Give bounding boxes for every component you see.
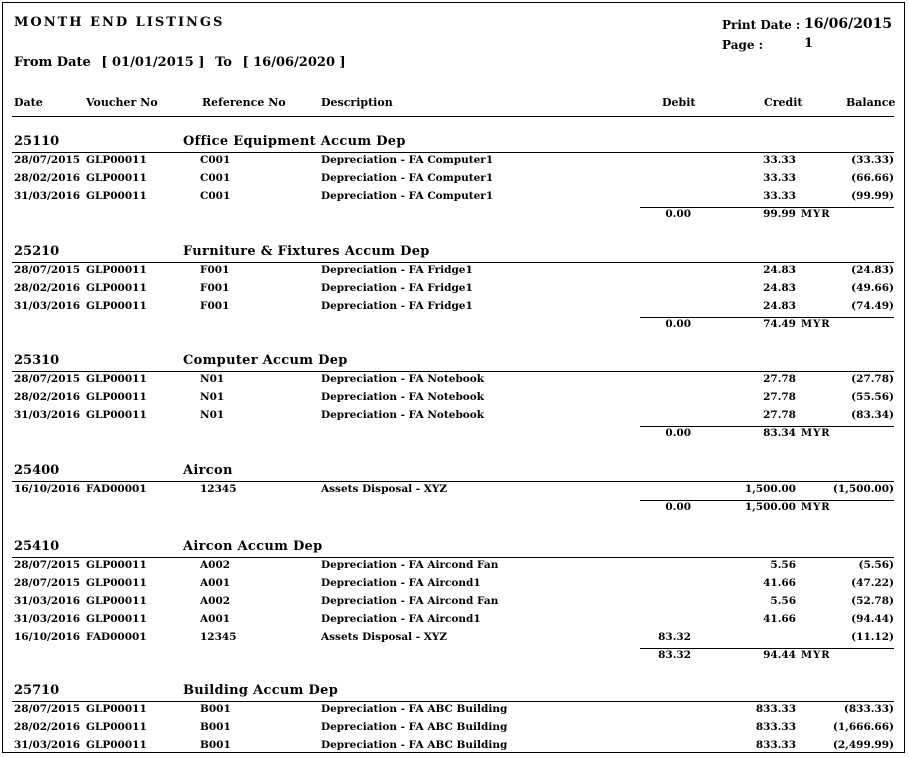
table-row [0, 631, 909, 649]
row-balance: (833.33) [843, 703, 894, 715]
row-credit: 5.56 [770, 595, 796, 607]
row-voucher: GLP00011 [86, 577, 147, 589]
row-date: 28/07/2015 [14, 577, 81, 589]
row-date: 31/03/2016 [14, 595, 81, 607]
row-date: 28/02/2016 [14, 282, 81, 294]
row-balance: (83.34) [851, 409, 894, 421]
row-credit: 833.33 [755, 703, 796, 715]
row-date: 16/10/2016 [14, 483, 81, 495]
total-currency: MYR [801, 650, 831, 661]
row-description: Depreciation - FA Aircond1 [321, 577, 481, 589]
to-date-label: To [215, 55, 232, 70]
row-date: 28/02/2016 [14, 391, 81, 403]
row-description: Depreciation - FA Notebook [321, 391, 485, 403]
row-reference: A002 [200, 595, 231, 607]
row-reference: N01 [200, 391, 225, 403]
row-balance: (52.78) [851, 595, 894, 607]
row-description: Depreciation - FA Fridge1 [321, 300, 473, 312]
row-balance: (24.83) [851, 264, 894, 276]
total-debit: 0.00 [665, 501, 691, 513]
account-name: Aircon [183, 463, 233, 478]
row-debit: 83.32 [658, 631, 691, 643]
from-date-value: [ 01/01/2015 ] [101, 55, 205, 70]
row-description: Depreciation - FA Fridge1 [321, 282, 473, 294]
account-name: Furniture & Fixtures Accum Dep [183, 244, 430, 259]
table-row [0, 409, 909, 427]
section-divider [12, 262, 894, 263]
row-reference: A001 [200, 577, 231, 589]
row-date: 28/07/2015 [14, 559, 81, 571]
to-date-value: [ 16/06/2020 ] [242, 55, 346, 70]
row-description: Depreciation - FA ABC Building [321, 721, 508, 733]
section-divider [12, 152, 894, 153]
row-date: 28/07/2015 [14, 154, 81, 166]
row-credit: 41.66 [763, 577, 796, 589]
row-balance: (27.78) [851, 373, 894, 385]
table-row [0, 613, 909, 631]
row-balance: (94.44) [851, 613, 894, 625]
table-row [0, 172, 909, 190]
table-row [0, 739, 909, 757]
table-row [0, 264, 909, 282]
row-reference: F001 [200, 264, 230, 276]
table-row [0, 721, 909, 739]
account-name: Building Accum Dep [183, 683, 339, 698]
account-name: Computer Accum Dep [183, 353, 348, 368]
row-description: Depreciation - FA ABC Building [321, 739, 508, 751]
row-date: 28/07/2015 [14, 373, 81, 385]
row-credit: 24.83 [763, 300, 796, 312]
total-currency: MYR [801, 209, 831, 220]
table-row [0, 190, 909, 208]
row-date: 31/03/2016 [14, 739, 81, 751]
row-balance: (49.66) [851, 282, 894, 294]
row-reference: C001 [200, 154, 231, 166]
account-code: 25310 [14, 353, 60, 368]
account-code: 25400 [14, 463, 60, 478]
row-balance: (1,666.66) [832, 721, 894, 733]
row-voucher: GLP00011 [86, 613, 147, 625]
row-credit: 24.83 [763, 282, 796, 294]
row-reference: F001 [200, 282, 230, 294]
row-balance: (55.56) [851, 391, 894, 403]
table-row [0, 373, 909, 391]
row-balance: (1,500.00) [832, 483, 894, 495]
row-voucher: GLP00011 [86, 409, 147, 421]
row-description: Depreciation - FA Computer1 [321, 190, 494, 202]
account-code: 25710 [14, 683, 60, 698]
row-voucher: GLP00011 [86, 154, 147, 166]
row-date: 31/03/2016 [14, 190, 81, 202]
row-credit: 33.33 [763, 154, 796, 166]
row-voucher: GLP00011 [86, 373, 147, 385]
row-reference: A002 [200, 559, 231, 571]
from-date-label: From Date [14, 55, 91, 70]
row-reference: 12345 [200, 631, 237, 643]
row-description: Depreciation - FA Notebook [321, 373, 485, 385]
row-credit: 27.78 [763, 391, 796, 403]
row-reference: C001 [200, 190, 231, 202]
row-credit: 33.33 [763, 190, 796, 202]
row-credit: 833.33 [755, 721, 796, 733]
table-row [0, 282, 909, 300]
row-balance: (2,499.99) [832, 739, 894, 751]
row-date: 31/03/2016 [14, 613, 81, 625]
row-voucher: GLP00011 [86, 190, 147, 202]
table-row [0, 483, 909, 501]
row-voucher: GLP00011 [86, 300, 147, 312]
row-reference: B001 [200, 703, 231, 715]
column-header-balance: Balance [846, 96, 896, 109]
column-header-description: Description [321, 96, 393, 109]
table-row [0, 559, 909, 577]
row-reference: F001 [200, 300, 230, 312]
row-voucher: FAD00001 [86, 483, 147, 495]
row-description: Depreciation - FA Notebook [321, 409, 485, 421]
row-balance: (74.49) [851, 300, 894, 312]
row-reference: B001 [200, 721, 231, 733]
row-reference: B001 [200, 739, 231, 751]
table-row [0, 300, 909, 318]
row-date: 28/07/2015 [14, 264, 81, 276]
column-header-voucher: Voucher No [86, 96, 158, 109]
row-voucher: GLP00011 [86, 172, 147, 184]
row-credit: 33.33 [763, 172, 796, 184]
section-divider [12, 701, 894, 702]
row-reference: C001 [200, 172, 231, 184]
table-row [0, 154, 909, 172]
row-description: Assets Disposal - XYZ [321, 631, 448, 643]
row-balance: (47.22) [851, 577, 894, 589]
row-voucher: FAD00001 [86, 631, 147, 643]
total-debit: 0.00 [665, 318, 691, 330]
page-label: Page : [722, 38, 764, 52]
row-voucher: GLP00011 [86, 721, 147, 733]
section-divider [12, 557, 894, 558]
account-code: 25210 [14, 244, 60, 259]
row-date: 28/02/2016 [14, 172, 81, 184]
total-debit: 83.32 [658, 649, 691, 661]
row-credit: 27.78 [763, 373, 796, 385]
row-credit: 5.56 [770, 559, 796, 571]
table-row [0, 391, 909, 409]
row-voucher: GLP00011 [86, 703, 147, 715]
row-credit: 27.78 [763, 409, 796, 421]
total-credit: 83.34 [763, 427, 796, 439]
print-date-label: Print Date : [722, 18, 801, 32]
print-date-value: 16/06/2015 [804, 16, 893, 32]
total-credit: 99.99 [763, 208, 796, 220]
row-balance: (99.99) [851, 190, 894, 202]
row-voucher: GLP00011 [86, 559, 147, 571]
row-description: Assets Disposal - XYZ [321, 483, 448, 495]
row-date: 28/07/2015 [14, 703, 81, 715]
page-number: 1 [804, 36, 814, 51]
table-row [0, 703, 909, 721]
total-credit: 94.44 [763, 649, 796, 661]
row-date: 31/03/2016 [14, 409, 81, 421]
report-title: MONTH END LISTINGS [14, 15, 225, 30]
row-reference: A001 [200, 613, 231, 625]
total-currency: MYR [801, 319, 831, 330]
total-credit: 74.49 [763, 318, 796, 330]
row-voucher: GLP00011 [86, 595, 147, 607]
row-voucher: GLP00011 [86, 264, 147, 276]
account-name: Office Equipment Accum Dep [183, 134, 406, 149]
row-balance: (33.33) [851, 154, 894, 166]
total-currency: MYR [801, 502, 831, 513]
row-credit: 24.83 [763, 264, 796, 276]
row-voucher: GLP00011 [86, 282, 147, 294]
row-date: 16/10/2016 [14, 631, 81, 643]
row-description: Depreciation - FA Aircond Fan [321, 559, 499, 571]
row-description: Depreciation - FA Computer1 [321, 172, 494, 184]
section-divider [12, 481, 894, 482]
total-debit: 0.00 [665, 208, 691, 220]
total-credit: 1,500.00 [744, 501, 796, 513]
table-row [0, 577, 909, 595]
row-voucher: GLP00011 [86, 739, 147, 751]
row-description: Depreciation - FA Aircond1 [321, 613, 481, 625]
section-divider [12, 371, 894, 372]
account-code: 25110 [14, 134, 60, 149]
total-debit: 0.00 [665, 427, 691, 439]
row-balance: (66.66) [851, 172, 894, 184]
row-voucher: GLP00011 [86, 391, 147, 403]
row-reference: 12345 [200, 483, 237, 495]
row-description: Depreciation - FA Computer1 [321, 154, 494, 166]
account-code: 25410 [14, 539, 60, 554]
row-date: 31/03/2016 [14, 300, 81, 312]
account-name: Aircon Accum Dep [183, 539, 323, 554]
row-reference: N01 [200, 373, 225, 385]
total-currency: MYR [801, 428, 831, 439]
row-description: Depreciation - FA ABC Building [321, 703, 508, 715]
row-description: Depreciation - FA Fridge1 [321, 264, 473, 276]
row-balance: (5.56) [858, 559, 894, 571]
row-credit: 833.33 [755, 739, 796, 751]
row-credit: 1,500.00 [744, 483, 796, 495]
row-description: Depreciation - FA Aircond Fan [321, 595, 499, 607]
row-balance: (11.12) [851, 631, 894, 643]
column-header-date: Date [14, 96, 43, 109]
row-credit: 41.66 [763, 613, 796, 625]
row-date: 28/02/2016 [14, 721, 81, 733]
column-header-debit: Debit [662, 96, 696, 109]
row-reference: N01 [200, 409, 225, 421]
column-header-reference: Reference No [202, 96, 286, 109]
table-row [0, 595, 909, 613]
column-header-credit: Credit [764, 96, 803, 109]
